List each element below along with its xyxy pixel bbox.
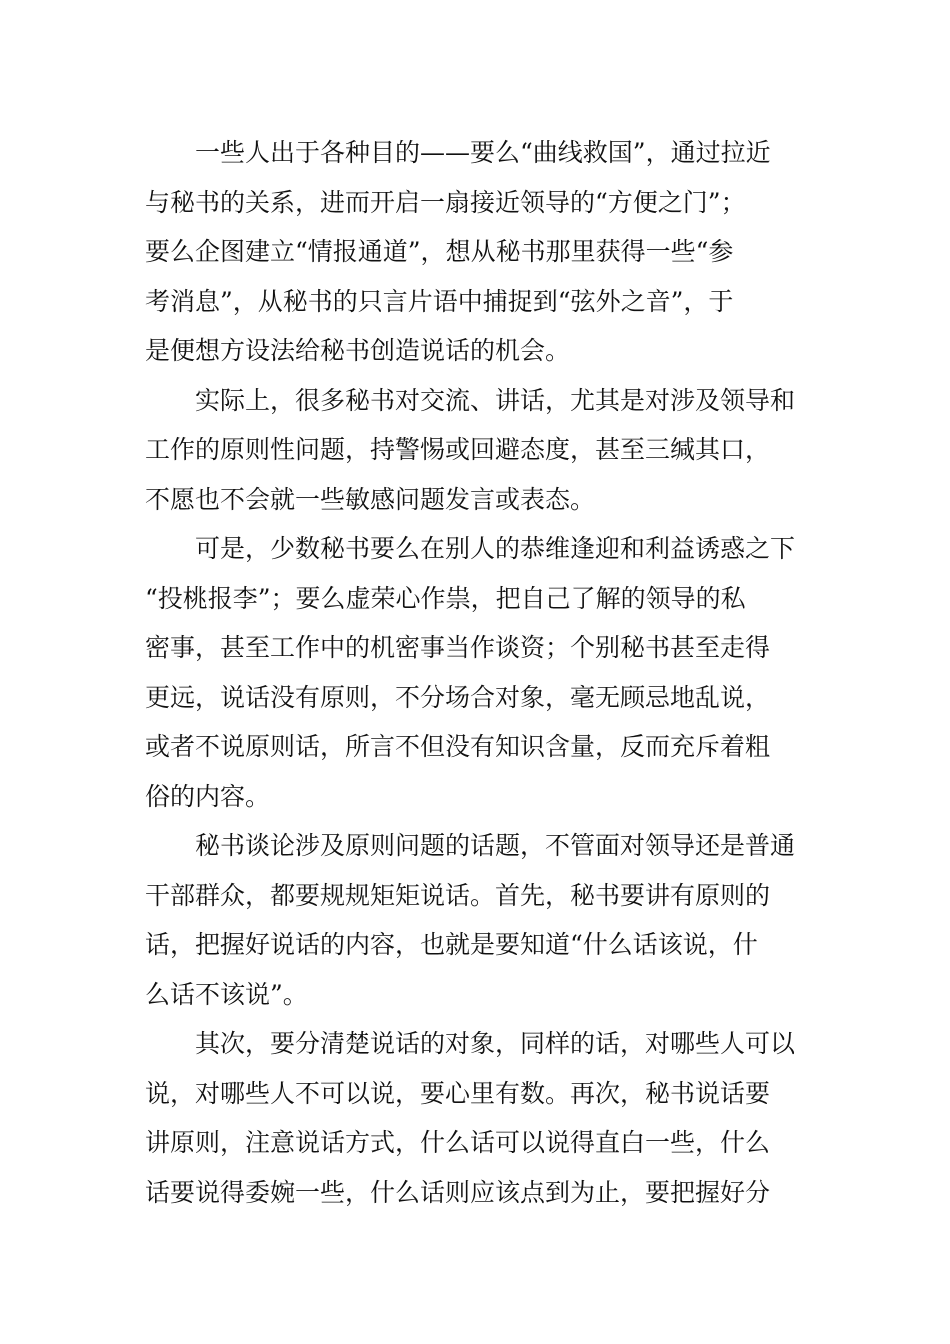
paragraph: 秘书谈论涉及原则问题的话题，不管面对领导还是普通 干部群众，都要规规矩矩说话。首先，秘书要讲有原则的 话，把握好说话的内容，也就是要知道“什么话该说，什 么话不该说”。 bbox=[145, 831, 796, 1009]
paragraph: 可是，少数秘书要么在别人的恭维逢迎和利益诱惑之下 “投桃报李”；要么虚荣心作祟，把自己了解的领导的私 密事，甚至工作中的机密事当作谈资；个别秘书甚至走得 更远，说话没有原则，不分场合对象，毫无顾忌地乱说， 或者不说原则话，所言不但没有知识含量，反而充斥着粗 俗的内容。 bbox=[145, 534, 796, 811]
body-text bbox=[145, 128, 809, 1217]
paragraph: 其次，要分清楚说话的对象，同样的话，对哪些人可以 说，对哪些人不可以说，要心里有数。再次，秘书说话要 讲原则，注意说话方式，什么话可以说得直白一些，什么 话要说得委婉一些，什么话则应该点到为止，要把握好分 bbox=[145, 1029, 796, 1207]
paragraph: 一些人出于各种目的——要么“曲线救国”，通过拉近 与秘书的关系，进而开启一扇接近领导的“方便之门”； 要么企图建立“情报通道”，想从秘书那里获得一些“参 考消息”，从秘书的只言片语中捕捉到“弦外之音”，于 是便想方设法给秘书创造说话的机会。 bbox=[145, 138, 771, 365]
paragraph: 实际上，很多秘书对交流、讲话，尤其是对涉及领导和 工作的原则性问题，持警惕或回避态度，甚至三缄其口， 不愿也不会就一些敏感问题发言或表态。 bbox=[145, 385, 796, 514]
